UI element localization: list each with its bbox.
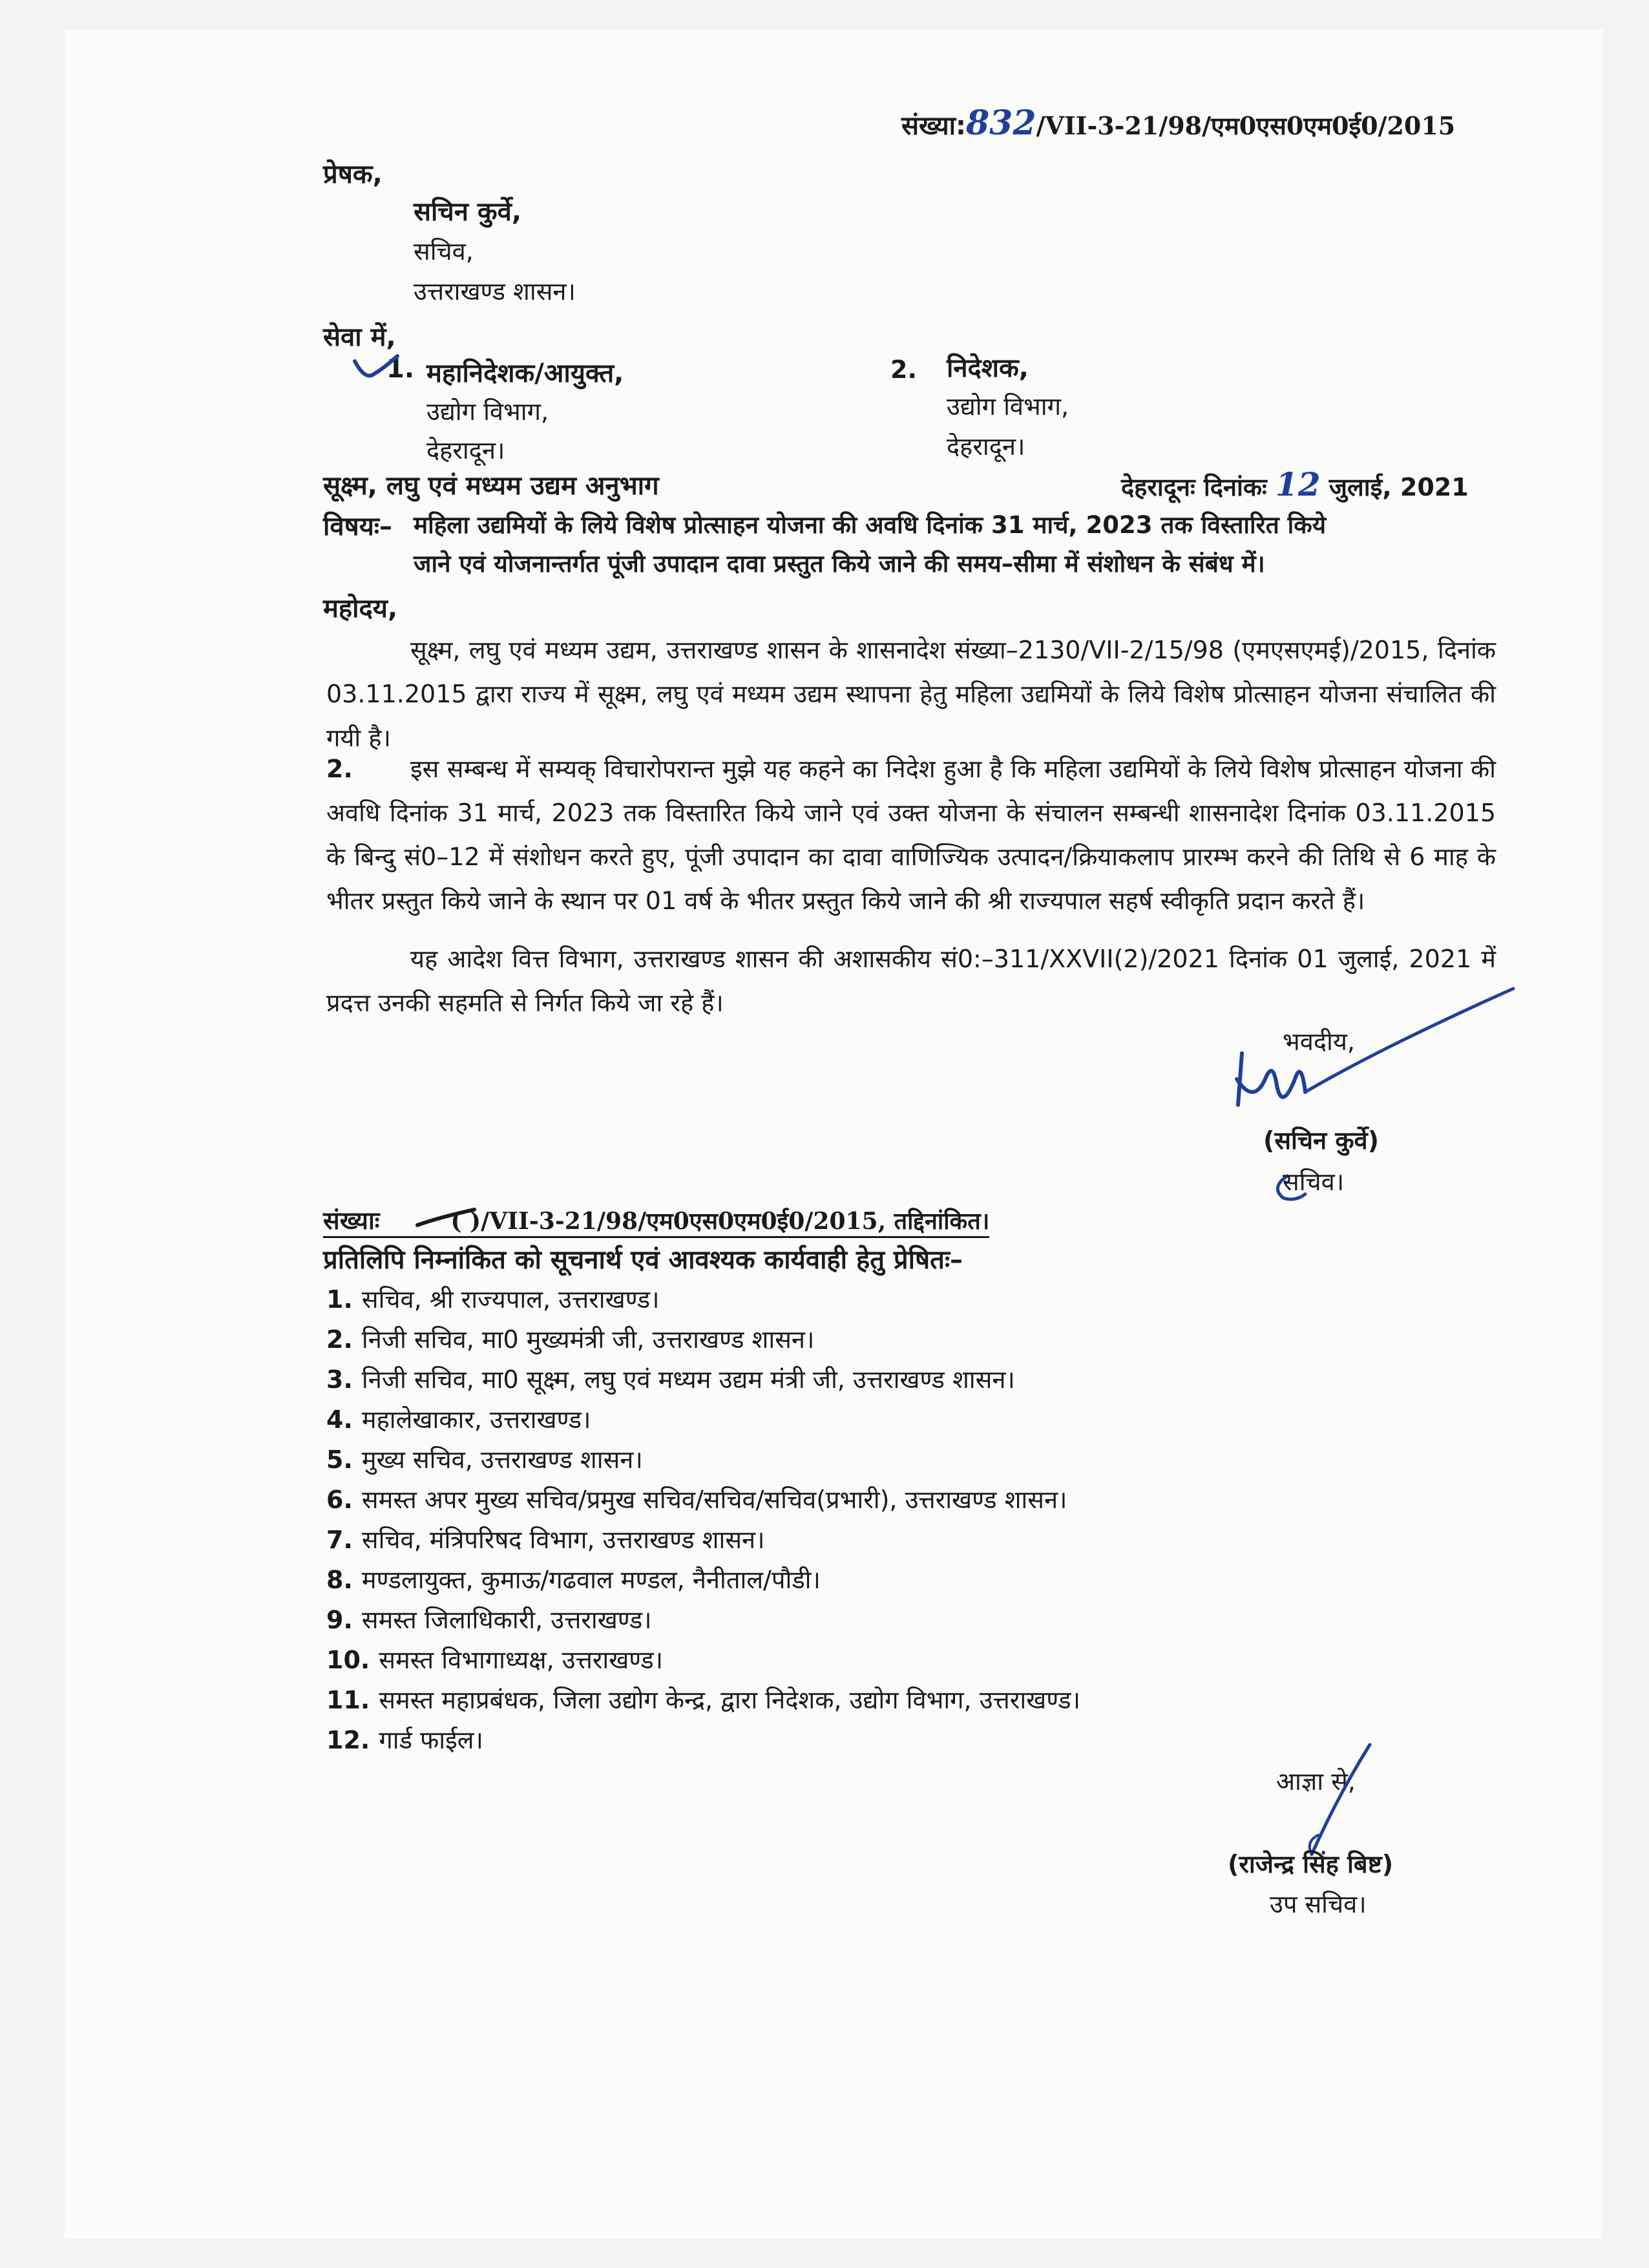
- list-item-text: निजी सचिव, मा0 सूक्ष्म, लघु एवं मध्यम उद्यम मंत्री जी, उत्तराखण्ड शासन।: [361, 1365, 1015, 1394]
- signoff-designation: सचिव।: [1283, 1168, 1345, 1196]
- list-item: [326, 1319, 1080, 1360]
- subject-line-2: जाने एवं योजनान्तर्गत पूंजी उपादान दावा प्रस्तुत किये जाने की समय–सीमा में संशोधन के संबंध में।: [414, 550, 1265, 578]
- sender-label: प्रेषक,: [323, 160, 383, 189]
- recipient-2-number: 2.: [890, 355, 917, 384]
- order-signature-mark: [1299, 1738, 1376, 1861]
- signoff-closing: भवदीय,: [1283, 1027, 1355, 1056]
- list-item-number: 7.: [326, 1526, 353, 1554]
- list-item: [326, 1279, 1080, 1319]
- reference-rest: /VII-3-21/98/एम0एस0एम0ई0/2015: [1036, 111, 1456, 140]
- paragraph-2-number: 2.: [326, 755, 353, 783]
- list-item-text: सचिव, श्री राज्यपाल, उत्तराखण्ड।: [361, 1285, 660, 1314]
- paragraph-2-text: इस सम्बन्ध में सम्यक् विचारोपरान्त मुझे यह कहने का निदेश हुआ है कि महिला उद्यमियों के लिये विशेष प्रोत्साहन योजना की अवधि दिनांक 31 मार्च, 2023 तक विस्तारित किये जाने एवं उक्त योजना के संचालन सम्बन्धी शासनादेश दिनांक 03.11.2015 के बिन्दु सं0–12 में संशोधन करते हुए, पूंजी उपादान का दावा वाणिज्यिक उत्पादन/क्रियाकलाप प्रारम्भ करने की तिथि से 6 माह के भीतर प्रस्तुत किये जाने के स्थान पर 01 वर्ष के भीतर प्रस्तुत किये जाने की श्री राज्यपाल सहर्ष स्वीकृति प्रदान करते हैं।: [326, 755, 1496, 915]
- signature-mark: [1215, 982, 1525, 1215]
- copy-reference-prefix: संख्याः: [323, 1206, 380, 1235]
- date-handwritten-day: 12: [1275, 465, 1321, 503]
- list-item-number: 4.: [326, 1405, 353, 1434]
- paragraph-3-text: यह आदेश वित्त विभाग, उत्तराखण्ड शासन की अशासकीय सं0:–311/XXVII(2)/2021 दिनांक 01 जुलाई, 2021 में प्रदत्त उनकी सहमति से निर्गत किये जा रहे हैं।: [326, 945, 1496, 1017]
- recipient-1-city: देहरादून।: [426, 436, 505, 465]
- list-item-text: सचिव, मंत्रिपरिषद विभाग, उत्तराखण्ड शासन।: [361, 1526, 765, 1554]
- order-signatory-designation: उप सचिव।: [1270, 1890, 1367, 1918]
- list-item-number: 12.: [326, 1726, 370, 1754]
- list-item: [326, 1600, 1080, 1640]
- list-item-number: 3.: [326, 1365, 353, 1394]
- subject-line-1: महिला उद्यमियों के लिये विशेष प्रोत्साहन योजना की अवधि दिनांक 31 मार्च, 2023 तक विस्तारित किये: [414, 511, 1327, 539]
- list-item-number: 6.: [326, 1486, 353, 1514]
- list-item-text: समस्त जिलाधिकारी, उत्तराखण्ड।: [361, 1606, 652, 1634]
- recipient-2-title: निदेशक,: [947, 353, 1029, 383]
- list-item: [326, 1440, 1080, 1480]
- list-item: [326, 1480, 1080, 1520]
- recipient-label: सेवा में,: [323, 322, 396, 352]
- list-item-text: समस्त महाप्रबंधक, जिला उद्योग केन्द्र, द्वारा निदेशक, उद्योग विभाग, उत्तराखण्ड।: [379, 1686, 1081, 1714]
- recipient-2-city: देहरादून।: [947, 432, 1025, 461]
- list-item: [326, 1520, 1080, 1560]
- date-line: [1121, 465, 1469, 503]
- list-item-number: 10.: [326, 1646, 370, 1674]
- list-item: [326, 1560, 1080, 1600]
- list-item-number: 9.: [326, 1606, 353, 1634]
- list-item: [326, 1400, 1080, 1440]
- list-item: [326, 1720, 1080, 1760]
- copy-reference-rest: ( )/VII-3-21/98/एम0एस0एम0ई0/2015, तद्दिनांकित।: [450, 1208, 990, 1235]
- sender-org: उत्तराखण्ड शासन।: [414, 277, 576, 306]
- list-item-text: समस्त विभागाध्यक्ष, उत्तराखण्ड।: [379, 1646, 664, 1674]
- copy-recipient-list: [326, 1279, 1080, 1760]
- recipient-1-title: महानिदेशक/आयुक्त,: [426, 359, 624, 388]
- list-item-text: निजी सचिव, मा0 मुख्यमंत्री जी, उत्तराखण्ड शासन।: [361, 1325, 815, 1354]
- list-item-text: समस्त अपर मुख्य सचिव/प्रमुख सचिव/सचिव/सचिव(प्रभारी), उत्तराखण्ड शासन।: [361, 1486, 1067, 1514]
- section-name: सूक्ष्म, लघु एवं मध्यम उद्यम अनुभाग: [323, 471, 659, 501]
- list-item: [326, 1640, 1080, 1680]
- date-prefix: देहरादूनः दिनांकः: [1121, 473, 1267, 501]
- list-item-text: मण्डलायुक्त, कुमाऊ/गढवाल मण्डल, नैनीताल/पौडी।: [361, 1566, 821, 1594]
- list-item-number: 11.: [326, 1686, 370, 1714]
- copy-number-stroke: [414, 1207, 478, 1230]
- list-item: [326, 1680, 1080, 1720]
- paragraph-2: [326, 747, 1496, 923]
- reference-number: [901, 103, 1455, 143]
- paragraph-1-text: सूक्ष्म, लघु एवं मध्यम उद्यम, उत्तराखण्ड शासन के शासनादेश संख्या–2130/VII-2/15/98 (एमएसएमई)/2015, दिनांक 03.11.2015 द्वारा राज्य में सूक्ष्म, लघु एवं मध्यम उद्यम स्थापना हेतु महिला उद्यमियों के लिये विशेष प्रोत्साहन योजना संचालित की गयी है।: [326, 636, 1496, 752]
- signoff-name: (सचिन कुर्वे): [1263, 1126, 1380, 1155]
- list-item: [326, 1360, 1080, 1400]
- list-item-number: 5.: [326, 1445, 353, 1474]
- list-item-number: 8.: [326, 1566, 353, 1594]
- date-rest: जुलाई, 2021: [1329, 473, 1469, 501]
- list-item-number: 2.: [326, 1325, 353, 1354]
- tick-mark: [352, 352, 404, 384]
- list-item-text: गार्ड फाईल।: [379, 1726, 483, 1754]
- recipient-1-dept: उद्योग विभाग,: [426, 397, 549, 426]
- list-item-number: 1.: [326, 1285, 353, 1314]
- recipient-1-number: 1.: [386, 354, 415, 384]
- list-item-text: महालेखाकार, उत्तराखण्ड।: [361, 1405, 591, 1434]
- copy-heading: प्रतिलिपि निम्नांकित को सूचनार्थ एवं आवश्यक कार्यवाही हेतु प्रेषितः–: [323, 1245, 963, 1275]
- sender-designation: सचिव,: [414, 237, 474, 266]
- recipient-2-dept: उद्योग विभाग,: [947, 392, 1069, 421]
- reference-handwritten-number: 832: [966, 103, 1036, 143]
- order-closing: आज्ञा से,: [1276, 1767, 1356, 1796]
- salutation: महोदय,: [323, 594, 398, 624]
- sender-name: सचिन कुर्वे,: [414, 197, 522, 227]
- order-signatory-name: (राजेन्द्र सिंह बिष्ट): [1228, 1850, 1394, 1878]
- list-item-text: मुख्य सचिव, उत्तराखण्ड शासन।: [361, 1445, 643, 1474]
- subject-label: विषयः–: [323, 512, 392, 541]
- paragraph-1: [326, 628, 1496, 760]
- reference-prefix: संख्या:: [901, 111, 966, 141]
